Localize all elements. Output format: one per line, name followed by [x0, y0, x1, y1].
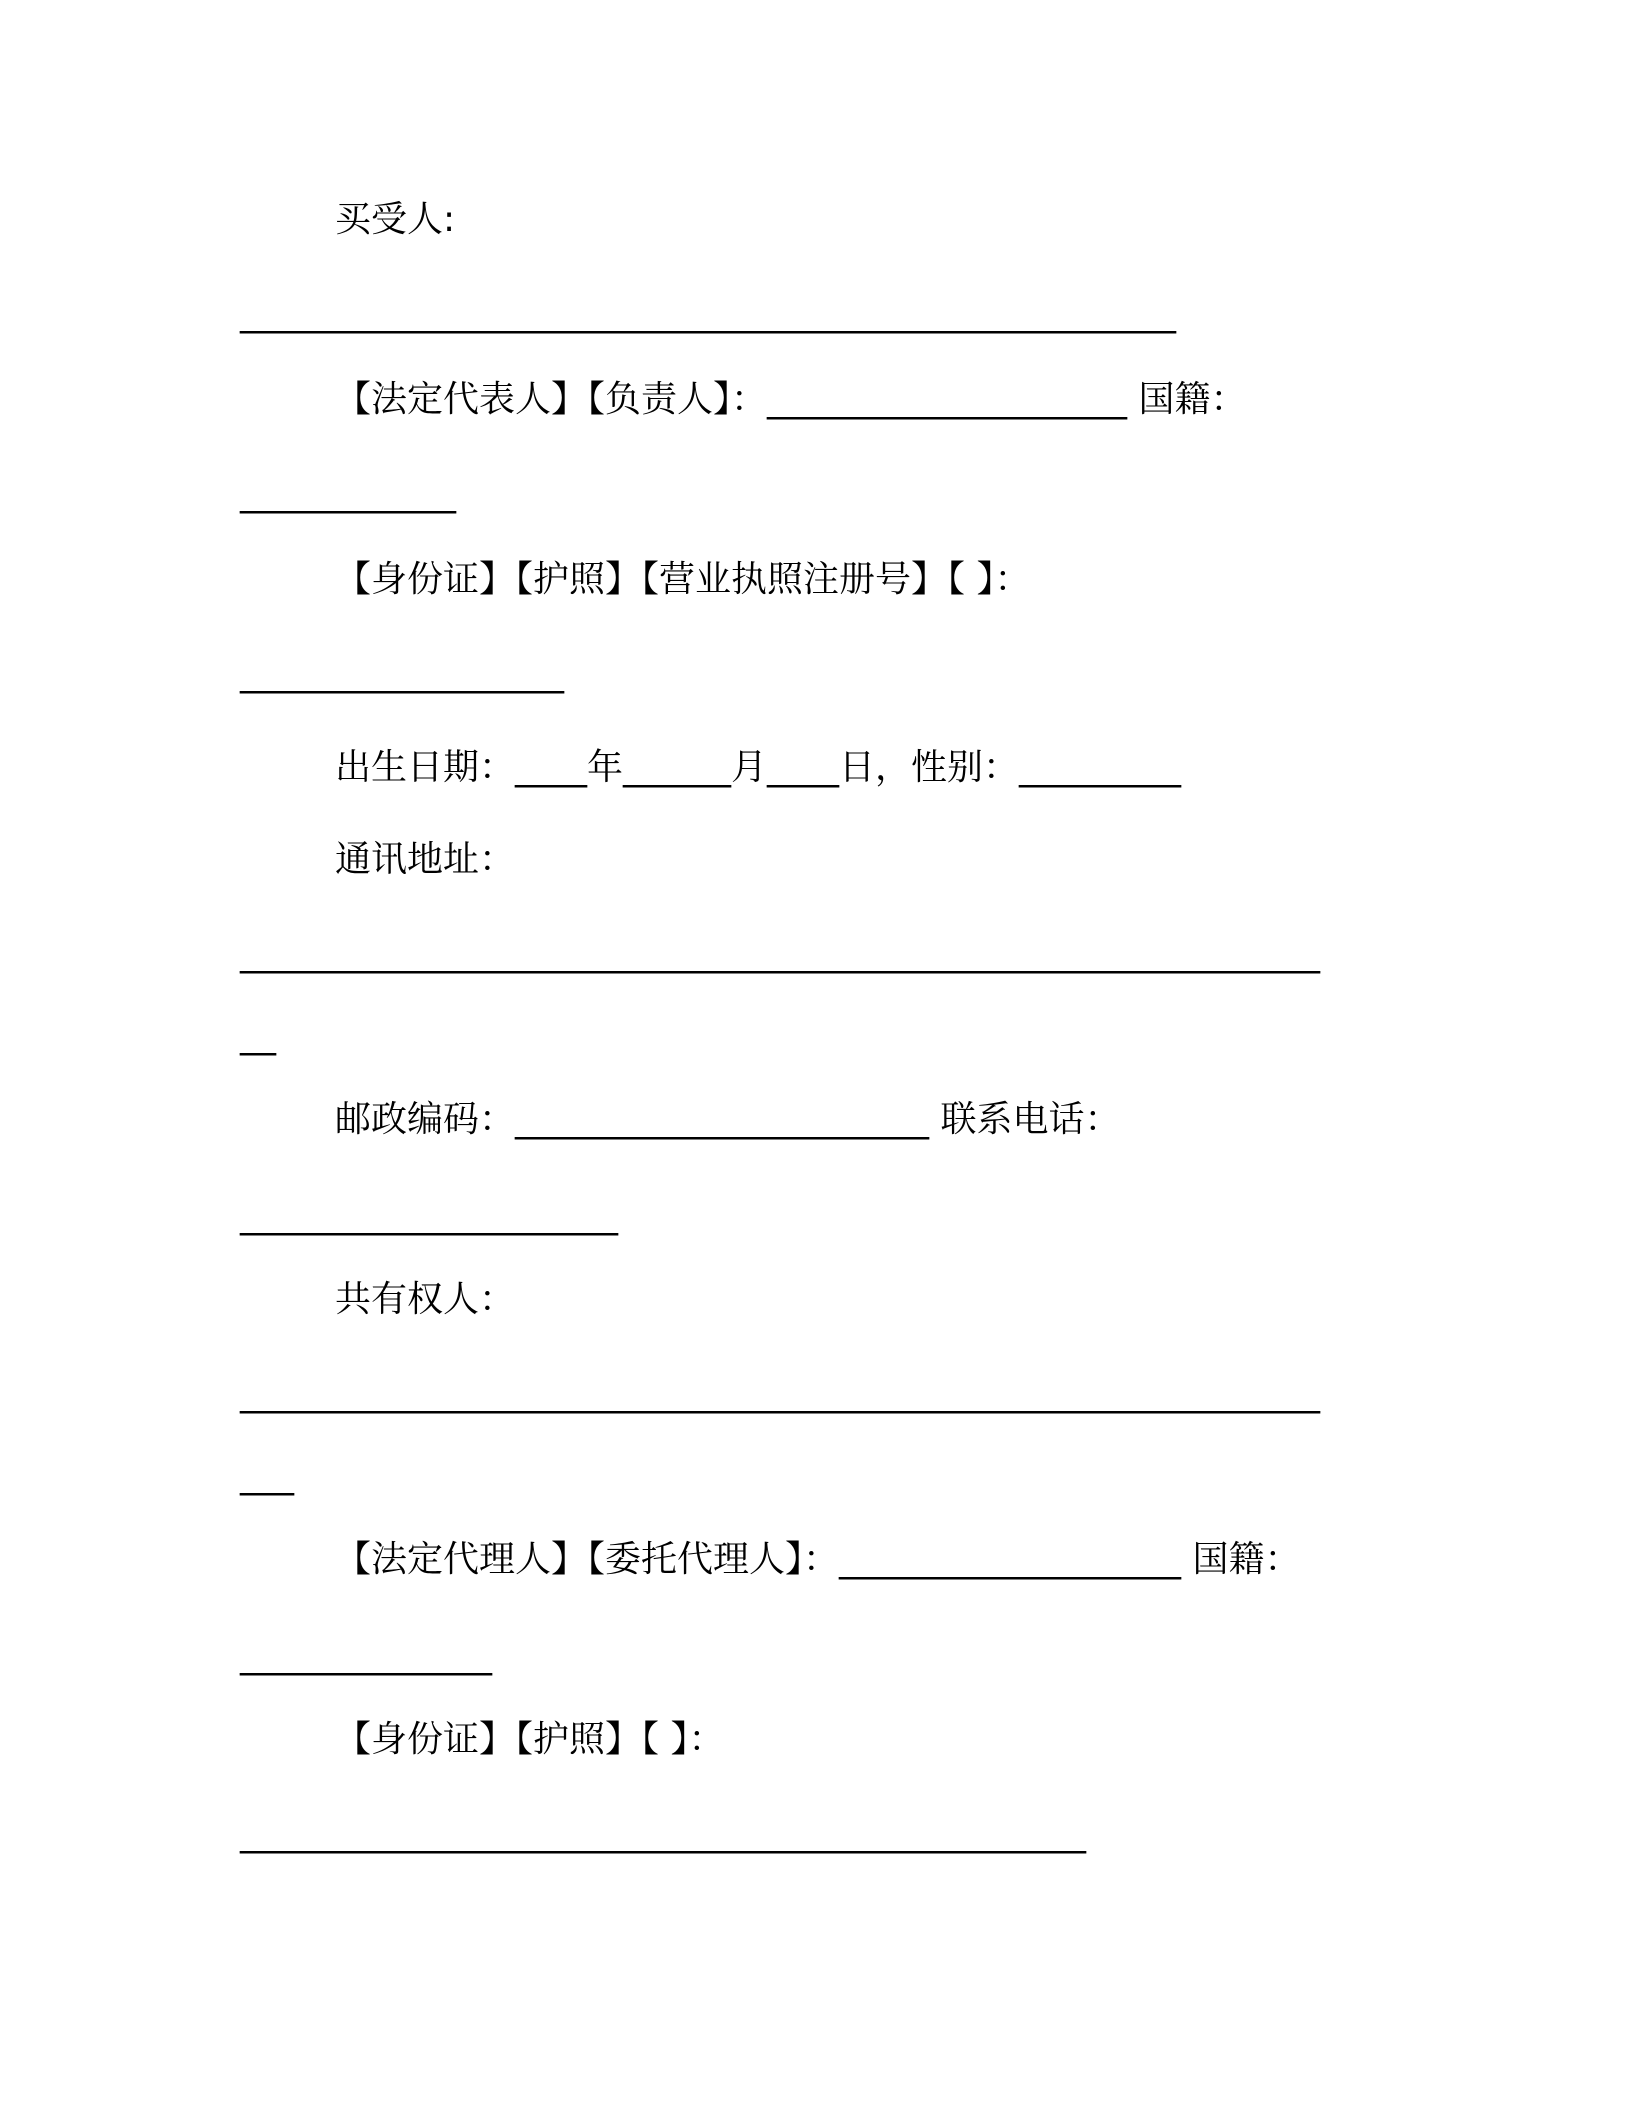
buyer-blank: ____________________________________________________ [240, 293, 1176, 334]
phone-blank: _____________________ [240, 1195, 618, 1236]
agent-id-type-line: 【身份证】【护照】【 】： [335, 1719, 725, 1760]
postal-phone-line: 邮政编码：_______________________ 联系电话： [335, 1099, 1121, 1140]
co-owner-blank-continued: ___ [240, 1455, 294, 1496]
legal-representative-line: 【法定代表人】【负责人】：____________________ 国籍： [335, 379, 1247, 420]
address-label: 通讯地址： [335, 839, 516, 880]
id-number-blank: __________________ [240, 653, 564, 694]
address-blank: ____________________________________________________________ [240, 933, 1320, 974]
agent-nationality-blank: ______________ [240, 1635, 492, 1676]
id-type-line: 【身份证】【护照】【营业执照注册号】【 】： [335, 559, 1031, 600]
co-owner-label: 共有权人： [335, 1279, 516, 1320]
co-owner-blank: ____________________________________________________________ [240, 1373, 1320, 1414]
buyer-label: 买受人: [335, 199, 456, 240]
agent-id-number-blank: _______________________________________________ [240, 1813, 1086, 1854]
birth-gender-line: 出生日期：____年______月____日，性别：_________ [335, 747, 1182, 788]
address-blank-continued: __ [240, 1015, 276, 1056]
nationality-blank: ____________ [240, 473, 456, 514]
agent-line: 【法定代理人】【委托代理人】：___________________ 国籍： [335, 1539, 1301, 1580]
